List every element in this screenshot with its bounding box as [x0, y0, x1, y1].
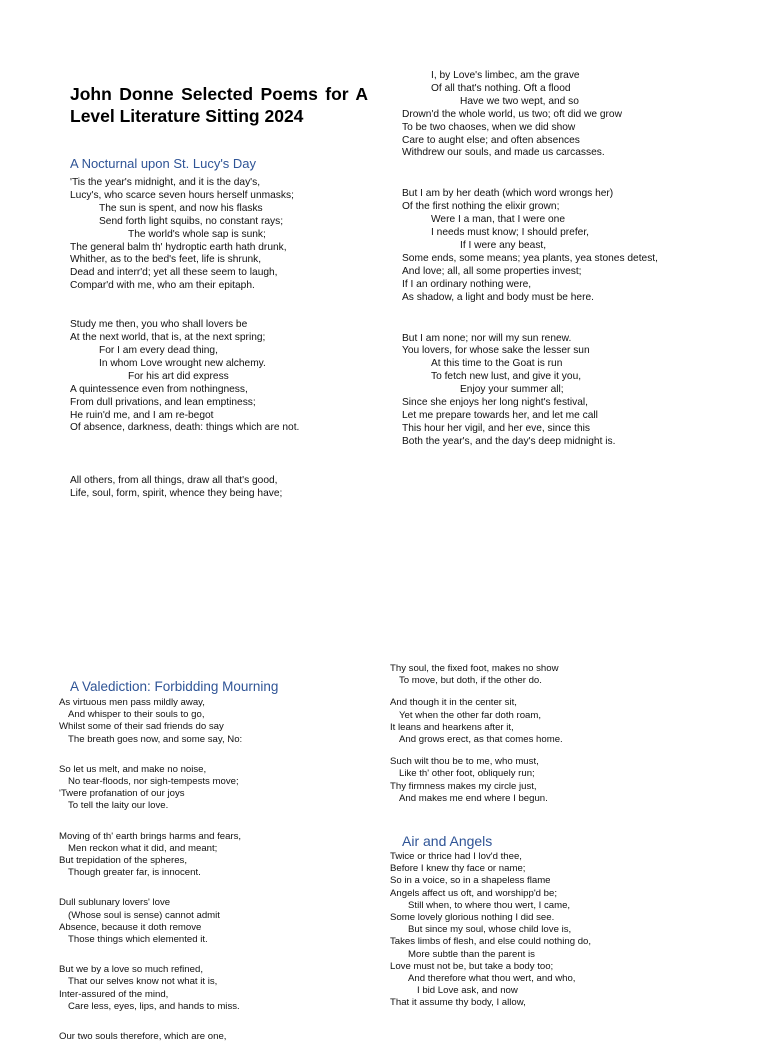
poem-line: The world's whole sap is sunk; [128, 228, 266, 240]
poem-line: Study me then, you who shall lovers be [70, 319, 248, 331]
poem-line: To tell the laity our love. [68, 800, 169, 812]
poem-line: Whither, as to the bed's feet, life is shrunk, [70, 254, 262, 266]
poem-line: The sun is spent, and now his flasks [99, 202, 263, 214]
page-2 [0, 512, 768, 1043]
stanza [59, 1031, 379, 1043]
poem-line: To be two chaoses, when we did show [402, 121, 576, 133]
stanza [59, 964, 379, 1013]
poem-line: And makes me end where I begun. [399, 792, 548, 804]
poem-line: Thy firmness makes my circle just, [390, 780, 537, 792]
poem-line: Inter-assured of the mind, [59, 988, 169, 1000]
poem-line: Care to aught else; and often absences [402, 134, 580, 146]
poem-line: Dull sublunary lovers' love [59, 897, 171, 909]
poem-body-valediction-right [390, 663, 750, 805]
poem-title-nocturnal: A Nocturnal upon St. Lucy's Day [70, 156, 257, 171]
poem-line: And whisper to their souls to go, [68, 709, 205, 721]
poem-line: Takes limbs of flesh, and else could nothing do, [390, 936, 592, 948]
stanza [402, 70, 742, 160]
poem-line: And though it in the center sit, [390, 697, 517, 709]
poem-line: And love; all, all some properties invest; [402, 265, 582, 277]
poem-line: That our selves know not what it is, [68, 976, 218, 988]
poem-line: At this time to the Goat is run [431, 358, 563, 370]
poem-line: Of the first nothing the elixir grown; [402, 201, 560, 213]
poem-line: The general balm th' hydroptic earth hath drunk, [70, 241, 287, 253]
stanza [390, 756, 750, 805]
poem-line: More subtle than the parent is [408, 948, 535, 960]
poem-line: Twice or thrice had I lov'd thee, [390, 851, 522, 863]
poem-line: Those things which elemented it. [68, 934, 208, 946]
poem-line: I needs must know; I should prefer, [431, 227, 589, 239]
poem-line: But since my soul, whose child love is, [408, 924, 572, 936]
poem-line: Withdrew our souls, and made us carcasses. [402, 147, 605, 159]
poem-line: I bid Love ask, and now [417, 985, 518, 997]
poem-line: Enjoy your summer all; [460, 384, 564, 396]
poem-line: Absence, because it doth remove [59, 921, 202, 933]
poem-line: To move, but doth, if the other do. [399, 675, 542, 687]
poem-line: For I am every dead thing, [99, 344, 218, 356]
stanza [70, 177, 368, 293]
poem-line: A quintessence even from nothingness, [70, 383, 248, 395]
poem-body-air-and-angels [390, 851, 750, 1010]
poem-line: Send forth light squibs, no constant rays; [99, 215, 284, 227]
stanza [70, 319, 368, 435]
poem-line: Still when, to where thou wert, I came, [408, 899, 571, 911]
stanza [59, 697, 379, 746]
stanza [59, 764, 379, 813]
poem-line: Care less, eyes, lips, and hands to miss. [68, 1000, 240, 1012]
stanza [59, 831, 379, 880]
poem-title-air-and-angels: Air and Angels [402, 833, 493, 850]
poem-body-nocturnal-left [70, 177, 368, 501]
poem-line: (Whose soul is sense) cannot admit [68, 909, 220, 921]
poem-line: I, by Love's limbec, am the grave [431, 70, 580, 81]
poem-line: But I am by her death (which word wrongs her) [402, 188, 614, 200]
poem-line: And therefore what thou wert, and who, [408, 973, 576, 985]
poem-line: In whom Love wrought new alchemy. [99, 357, 266, 369]
poem-line: It leans and hearkens after it, [390, 721, 514, 733]
stanza [70, 475, 368, 501]
poem-line: Of absence, darkness, death: things which are not. [70, 422, 300, 434]
poem-line: Our two souls therefore, which are one, [59, 1031, 227, 1043]
poem-line: That it assume thy body, I allow, [390, 997, 526, 1009]
poem-line: Drown'd the whole world, us two; oft did we grow [402, 108, 622, 120]
poem-line: Though greater far, is innocent. [68, 867, 201, 879]
poem-line: But we by a love so much refined, [59, 964, 203, 976]
poem-line: If I were any beast, [460, 239, 547, 251]
poem-title-valediction: A Valediction: Forbidding Mourning [70, 679, 279, 694]
poem-line: Compar'd with me, who am their epitaph. [70, 280, 255, 292]
poem-body-nocturnal-right [402, 70, 742, 449]
stanza [59, 897, 379, 946]
poem-line: So in a voice, so in a shapeless flame [390, 875, 551, 887]
poem-line: Life, soul, form, spirit, whence they being have; [70, 488, 283, 500]
poem-line: You lovers, for whose sake the lesser sun [402, 345, 590, 357]
poem-line: Thy soul, the fixed foot, makes no show [390, 663, 559, 674]
poem-line: Like th' other foot, obliquely run; [399, 768, 535, 780]
poem-line: Such wilt thou be to me, who must, [390, 756, 539, 768]
poem-line: Have we two wept, and so [460, 95, 579, 107]
poem-line: Angels affect us oft, and worshipp'd be; [390, 887, 557, 899]
poem-line: At the next world, that is, at the next spring; [70, 332, 266, 344]
poem-line: Dead and interr'd; yet all these seem to laugh, [70, 267, 278, 279]
poem-line: Since she enjoys her long night's festival, [402, 397, 588, 409]
poem-line: He ruin'd me, and I am re-begot [70, 409, 214, 421]
left-column [70, 83, 368, 501]
poem-line: 'Tis the year's midnight, and it is the day's, [70, 177, 261, 188]
poem-line: Before I knew thy face or name; [390, 863, 526, 875]
poem-line: From dull privations, and lean emptiness; [70, 396, 256, 408]
poem-line: Were I a man, that I were one [431, 214, 566, 226]
page-1 [0, 0, 768, 512]
poem-line: And grows erect, as that comes home. [399, 734, 563, 746]
poem-line: But trepidation of the spheres, [59, 855, 187, 867]
poem-line: So let us melt, and make no noise, [59, 763, 207, 775]
poem-body-valediction-left [59, 697, 379, 1043]
poem-line: Yet when the other far doth roam, [399, 709, 542, 721]
poem-line: Men reckon what it did, and meant; [68, 842, 218, 854]
poem-line: Some ends, some means; yea plants, yea stones detest, [402, 252, 658, 264]
poem-line: Of all that's nothing. Oft a flood [431, 82, 571, 94]
left-column [59, 678, 379, 1043]
document-title: John Donne Selected Poems for A Level Literature Sitting 2024 [70, 84, 368, 126]
poem-line: Both the year's, and the day's deep midnight is. [402, 435, 616, 447]
poem-line: Whilst some of their sad friends do say [59, 721, 224, 733]
poem-line: But I am none; nor will my sun renew. [402, 332, 572, 344]
poem-line: This hour her vigil, and her eve, since this [402, 422, 590, 434]
right-column [390, 663, 750, 1010]
poem-line: To fetch new lust, and give it you, [431, 371, 582, 383]
stanza [390, 663, 750, 687]
right-column [402, 70, 742, 449]
stanza [390, 851, 750, 1010]
poem-line: No tear-floods, nor sigh-tempests move; [68, 776, 239, 788]
poem-line: Moving of th' earth brings harms and fears, [59, 830, 242, 842]
poem-line: As shadow, a light and body must be here. [402, 291, 594, 303]
stanza [390, 697, 750, 746]
poem-line: Some lovely glorious nothing I did see. [390, 912, 555, 924]
poem-line: For his art did express [128, 370, 229, 382]
poem-line: Lucy's, who scarce seven hours herself unmasks; [70, 189, 294, 201]
stanza [402, 188, 742, 304]
poem-line: The breath goes now, and some say, No: [68, 733, 243, 745]
poem-line: Let me prepare towards her, and let me call [402, 409, 598, 421]
poem-line: Love must not be, but take a body too; [390, 960, 554, 972]
poem-line: All others, from all things, draw all that's good, [70, 475, 278, 487]
poem-line: If I an ordinary nothing were, [402, 278, 532, 290]
stanza [402, 333, 742, 449]
poem-line: As virtuous men pass mildly away, [59, 697, 205, 708]
poem-line: 'Twere profanation of our joys [59, 788, 185, 800]
